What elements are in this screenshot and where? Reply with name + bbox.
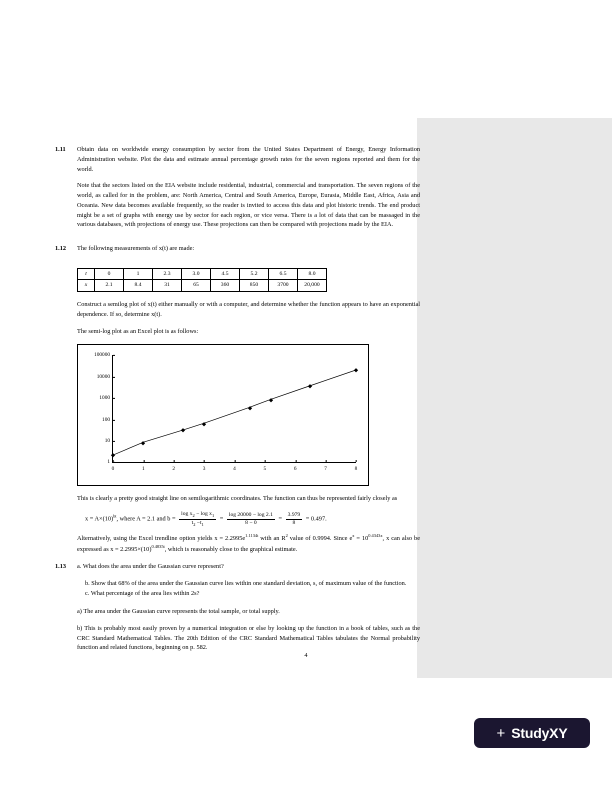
- equation-a-value: , where A = 2.1 and b =: [116, 515, 176, 523]
- problem-1-13-answer-b: [77, 624, 420, 653]
- semilog-chart: [77, 344, 369, 486]
- equation-line: $x = A\times(10)^{bt}$, where A = 2.1 and b = $\frac{\log x_2 - \log x_1}{t_2 -t_1}$ = $\frac{\log 20000 - \log 2.1}{8 - 0}$ = $\frac{3.979}{8}$ = 0.497.: [85, 511, 327, 527]
- frac1-den-b: −t: [195, 519, 202, 526]
- problem-1-12-number: 1.12: [55, 245, 67, 252]
- chart-x-tick: 0: [112, 462, 115, 473]
- equation-fraction-1: [179, 511, 216, 527]
- chart-x-tick: 6: [294, 462, 297, 473]
- chart-y-tick: 1: [107, 458, 113, 466]
- chart-x-tick: 4: [233, 462, 236, 473]
- table-cell: 360: [211, 280, 240, 292]
- chart-plot-area: [94, 352, 358, 473]
- alt-line1-a: Alternatively, using the Excel trendline option yields x = 2.2995e: [77, 535, 246, 543]
- table-cell: 0: [95, 268, 124, 280]
- problem-1-13-sub-items: [85, 579, 420, 600]
- table-cell: 850: [240, 280, 269, 292]
- problem-1-12-paragraph-3: This is clearly a pretty good straight line on semilogarithmic coordinates. The function can thus be represented fairly closely as: [77, 495, 398, 503]
- plus-icon: +: [496, 724, 506, 742]
- alt-line1-b: with an R: [258, 535, 286, 543]
- fraction-1-numerator: $\log x_2 - \log x_1$: [181, 511, 215, 519]
- problem-1-13-item-a: a. What does the area under the Gaussian curve represent?: [77, 562, 224, 570]
- page-number: 4: [304, 652, 308, 659]
- table-cell: 3.0: [182, 268, 211, 280]
- alt-line2-b: = 10: [354, 535, 369, 543]
- table-cell: 6.5: [269, 268, 298, 280]
- table-cell: 8.0: [298, 268, 327, 280]
- table-cell: 1: [124, 268, 153, 280]
- table-cell: 31: [153, 280, 182, 292]
- chart-x-tick: 3: [203, 462, 206, 473]
- chart-series-line: [113, 355, 356, 462]
- frac1-num-b: − log x: [194, 511, 212, 518]
- problem-1-13: [55, 562, 420, 572]
- problem-1-13-item-b: b. Show that 68% of the area under the Gaussian curve lies within one standard deviation, s, of maximum value of the function.: [85, 579, 407, 587]
- table-row-label-t: t: [78, 268, 95, 280]
- chart-x-tick: 5: [264, 462, 267, 473]
- alt-line2-exp2: 0.4343x: [368, 533, 383, 539]
- table-cell: 3700: [269, 280, 298, 292]
- measurements-table: [77, 268, 327, 292]
- answer-b-text: b) This is probably most easily proven by a numerical integration or else by looking up the function in a book of tables, such as the CRC Standard Mathematical Tables. The 20th Edition of the CRC Standard Mathematical Tables tabulates the Normal probability function and related functions, beginning on p. 582.: [77, 624, 420, 652]
- problem-1-11-paragraph-2: Note that the sectors listed on the EIA website include residential, industrial, commercial and transportation. The seven regions of the world, as called for in the problem, are: North America, Central and South America, Europe, Eurasia, Middle East, Africa, Asia and Oceania. New data becomes available frequently, so the reader is invited to access this data and plot historic trends. The end product might be a set of graphs with energy use by sector for each region, or vice versa. There is a lot of data that can be massaged in the various databases, with projections of energy use. These projections can then be compared with projections made by the EIA.: [77, 182, 420, 229]
- chart-y-tick: 100000: [94, 351, 113, 359]
- equation-result: = 0.497.: [305, 515, 327, 523]
- studyxy-watermark: [474, 718, 590, 748]
- equation-fraction-3: [286, 512, 303, 527]
- table-row-t: [78, 268, 327, 280]
- chart-y-tick: 1000: [99, 394, 113, 402]
- problem-1-11-number: 1.11: [55, 146, 66, 153]
- table-cell: 4.5: [211, 268, 240, 280]
- alt-line1-exp: 1.1134t: [245, 533, 259, 539]
- chart-x-tick: 7: [324, 462, 327, 473]
- problem-1-12-paragraph-2: The semi-log plot as an Excel plot is as follows:: [77, 327, 199, 335]
- chart-y-tick: 10000: [97, 373, 113, 381]
- chart-x-tick: 2: [172, 462, 175, 473]
- frac1-den-a: t: [191, 519, 194, 526]
- alt-line1-b-exp: 2: [285, 533, 288, 539]
- table-cell: 20,000: [298, 280, 327, 292]
- fraction-2-denominator: 8 − 0: [245, 519, 257, 526]
- alt-line3: graphical estimate.: [249, 546, 298, 554]
- watermark-label: StudyXY: [511, 725, 568, 741]
- fraction-3-denominator: 8: [292, 519, 296, 526]
- equation-lhs-exponent: bt: [113, 513, 117, 519]
- problem-1-11-body: [77, 145, 420, 237]
- table-cell: 5.2: [240, 268, 269, 280]
- equation-lhs: x = A×(10): [85, 515, 114, 523]
- fraction-2-numerator: log 20000 − log 2.1: [228, 511, 273, 518]
- alt-line2-exp: x: [352, 533, 355, 539]
- equation-fraction-2: [227, 512, 275, 527]
- table-cell: 2.3: [153, 268, 182, 280]
- alt-line2-d: , which is reasonably close to the: [164, 546, 249, 554]
- table-cell: 2.1: [95, 280, 124, 292]
- chart-x-tick: 1: [142, 462, 145, 473]
- problem-1-13-body: [77, 562, 420, 572]
- fraction-3-numerator: 3.979: [287, 511, 301, 518]
- alt-line2-c: , x can also be expressed as x = 2.2995×(10): [77, 535, 421, 554]
- document-body: [55, 145, 420, 660]
- alt-line2-exp3: 0.4835t: [151, 544, 165, 550]
- problem-1-12-intro: The following measurements of x(t) are made:: [77, 245, 195, 252]
- chart-y-tick: 10: [105, 437, 113, 445]
- frac1-num-a: log x: [181, 511, 193, 518]
- table-row-label-x: x: [78, 280, 95, 292]
- problem-1-11-paragraph-1: Obtain data on worldwide energy consumption by sector from the United States Department of Energy, Energy Information Administration website. Plot the data and estimate annual percentage growth rates for the seven regions reported and them for the world.: [77, 146, 420, 173]
- problem-1-12-body: [77, 244, 420, 261]
- table-cell: 8.4: [124, 280, 153, 292]
- table-row-x: [78, 280, 327, 292]
- alt-line2-a: Since e: [333, 535, 353, 543]
- problem-1-13-item-c: c. What percentage of the area lies within 2s?: [85, 590, 200, 598]
- problem-1-12-alternative: [77, 533, 420, 555]
- problem-1-13-number: 1.13: [55, 562, 67, 570]
- problem-1-12-paragraph-1: Construct a semilog plot of x(t) either manually or with a computer, and determine whether the function appears to have an exponential dependence. If so, determine x(t).: [77, 301, 420, 318]
- alt-line1-c: value of 0.9994.: [287, 535, 332, 543]
- problem-1-11: [55, 145, 420, 237]
- fraction-1-denominator: $t_2 -t_1$: [191, 519, 204, 527]
- problem-1-13-answer-a: a) The area under the Gaussian curve represents the total sample, or total supply.: [77, 608, 280, 616]
- chart-y-tick: 100: [102, 415, 113, 423]
- chart-x-tick: 8: [355, 462, 358, 473]
- problem-1-12: [55, 244, 420, 261]
- table-cell: 65: [182, 280, 211, 292]
